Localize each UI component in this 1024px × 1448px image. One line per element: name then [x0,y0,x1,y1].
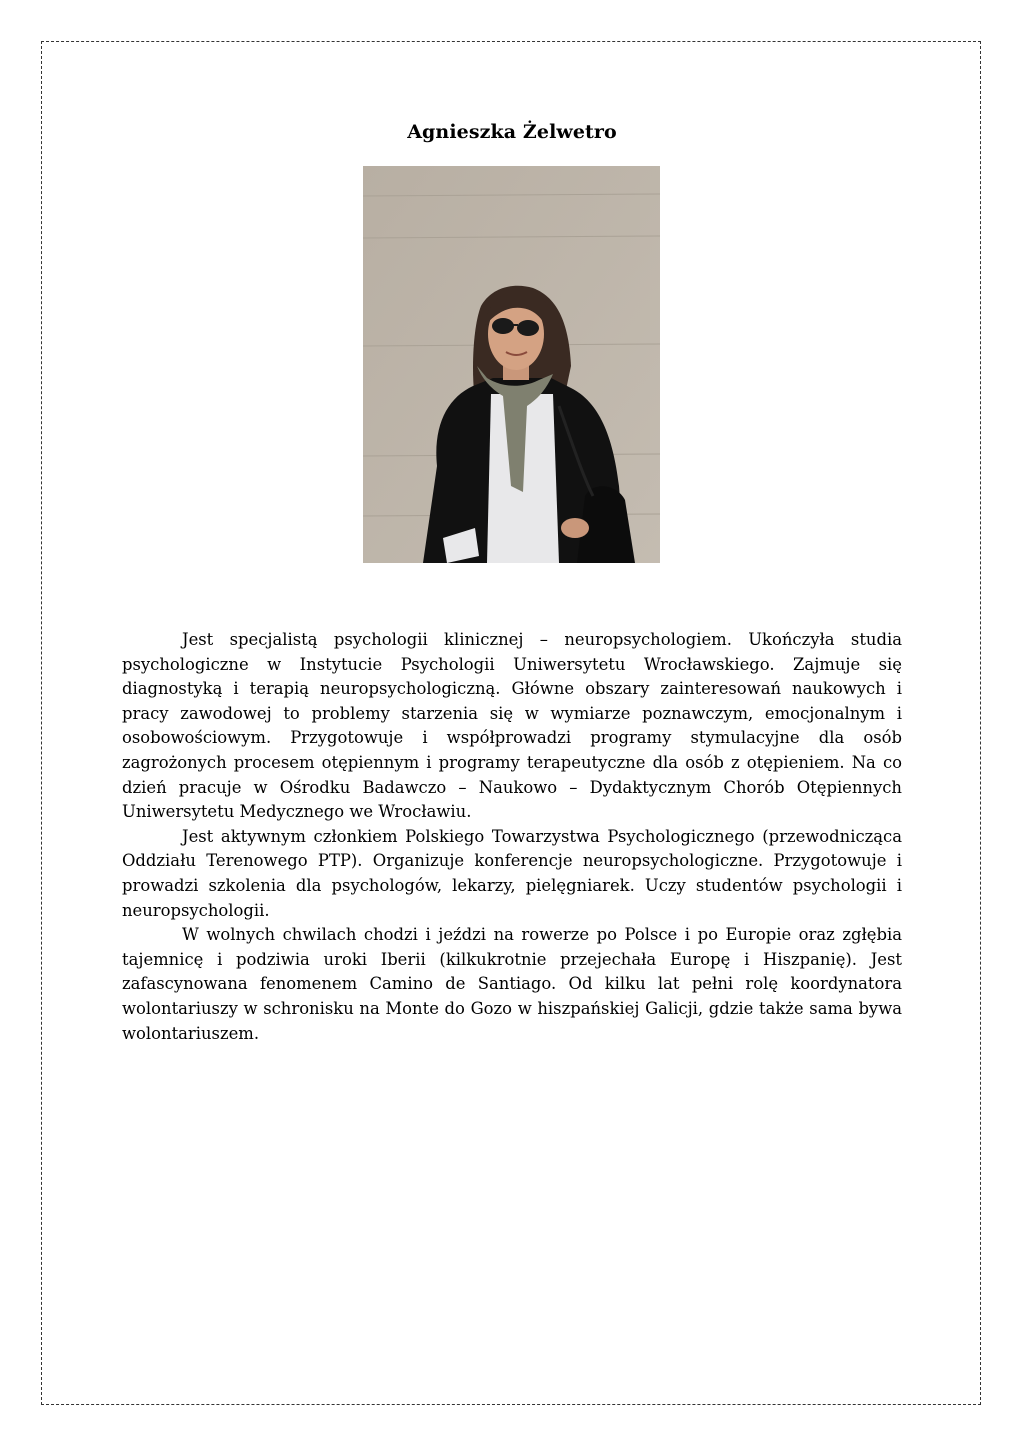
biography-text [122,628,902,1046]
biography-paragraph: W wolnych chwilach chodzi i jeździ na rowerze po Polsce i po Europie oraz zgłębia tajemnicę i podziwia uroki Iberii (kilkukrotnie przejechała Europę i Hiszpanię). Jest zafascynowana fenomenem Camino de Santiago. Od kilku lat pełni rolę koordynatora wolontariuszy w schronisku na Monte do Gozo w hiszpańskiej Galicji, gdzie także sama bywa wolontariuszem. [122,925,902,1043]
page-title: Agnieszka Żelwetro [407,121,617,143]
portrait-photo [363,166,660,563]
biography-paragraph: Jest specjalistą psychologii klinicznej – neuropsychologiem. Ukończyła studia psychologiczne w Instytucie Psychologii Uniwersytetu Wrocławskiego. Zajmuje się diagnostyką i terapią neuropsychologiczną. Główne obszary zainteresowań naukowych i pracy zawodowej to problemy starzenia się w wymiarze poznawczym, emocjonalnym i osobowościowym. Przygotowuje i współprowadzi programy stymulacyjne dla osób zagrożonych procesem otępiennym i programy terapeutyczne dla osób z otępieniem. Na co dzień pracuje w Ośrodku Badawczo – Naukowo – Dydaktycznym Chorób Otępiennych Uniwersytetu Medycznego we Wrocławiu. [122,630,902,822]
biography-paragraph: Jest aktywnym członkiem Polskiego Towarzystwa Psychologicznego (przewodnicząca Oddziału Terenowego PTP). Organizuje konferencje neuropsychologiczne. Przygotowuje i prowadzi szkolenia dla psychologów, lekarzy, pielęgniarek. Uczy studentów psychologii i neuropsychologii. [122,826,902,920]
